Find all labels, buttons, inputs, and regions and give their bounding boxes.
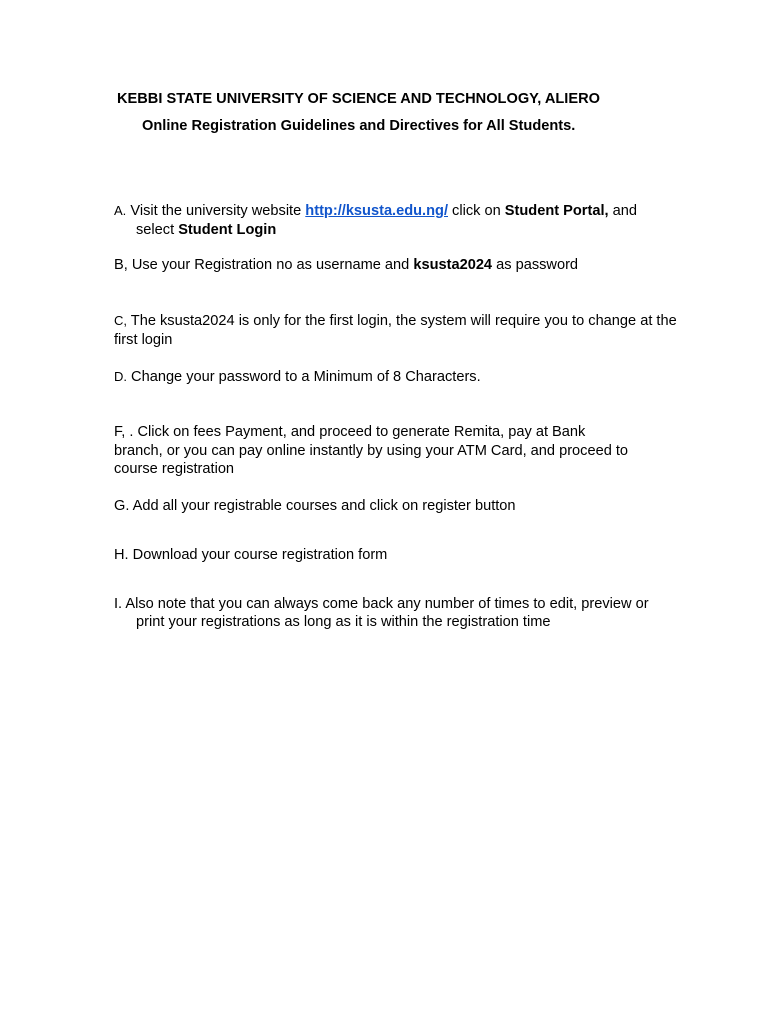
item-text: G. Add all your registrable courses and click on register button bbox=[114, 498, 516, 514]
item-text: B, Use your Registration no as username and bbox=[114, 257, 414, 273]
guideline-item-i bbox=[114, 595, 684, 631]
guideline-item-c bbox=[114, 311, 684, 350]
item-continuation bbox=[114, 221, 684, 240]
item-text: H. Download your course registration form bbox=[114, 547, 388, 563]
item-text: The ksusta2024 is only for the first login, the system will require you to change at the first login bbox=[114, 313, 677, 348]
item-marker: D. bbox=[114, 369, 127, 384]
item-continuation: print your registrations as long as it is within the registration time bbox=[136, 614, 551, 630]
university-title: KEBBI STATE UNIVERSITY OF SCIENCE AND TECHNOLOGY, ALIERO bbox=[117, 91, 600, 107]
guideline-item-a bbox=[114, 201, 684, 240]
item-line: I. Also note that you can always come back any number of times to edit, preview or bbox=[114, 596, 649, 612]
item-line: branch, or you can pay online instantly by using your ATM Card, and proceed to bbox=[114, 442, 629, 459]
item-text: click on bbox=[448, 203, 505, 219]
item-text: select bbox=[136, 222, 179, 238]
item-line: F, . Click on fees Payment, and proceed to generate Remita, pay at Bank bbox=[114, 424, 586, 440]
student-portal-label: Student Portal, bbox=[504, 203, 609, 219]
student-login-label: Student Login bbox=[178, 222, 277, 238]
document-subtitle: Online Registration Guidelines and Directives for All Students. bbox=[142, 118, 576, 134]
guideline-item-g bbox=[114, 497, 684, 516]
item-text: and bbox=[608, 203, 637, 219]
university-website-link[interactable]: http://ksusta.edu.ng/ bbox=[305, 203, 448, 219]
default-password: ksusta2024 bbox=[413, 257, 493, 273]
guideline-item-f bbox=[114, 423, 684, 479]
item-marker: A. bbox=[114, 203, 127, 218]
guideline-item-d bbox=[114, 367, 684, 387]
item-line: course registration bbox=[114, 461, 235, 477]
item-text: Visit the university website bbox=[126, 203, 306, 219]
guideline-item-h bbox=[114, 546, 684, 565]
guideline-item-b bbox=[114, 256, 684, 275]
item-marker: C, bbox=[114, 313, 127, 328]
item-text: as password bbox=[492, 257, 579, 273]
item-text: Change your password to a Minimum of 8 Characters. bbox=[127, 369, 481, 385]
